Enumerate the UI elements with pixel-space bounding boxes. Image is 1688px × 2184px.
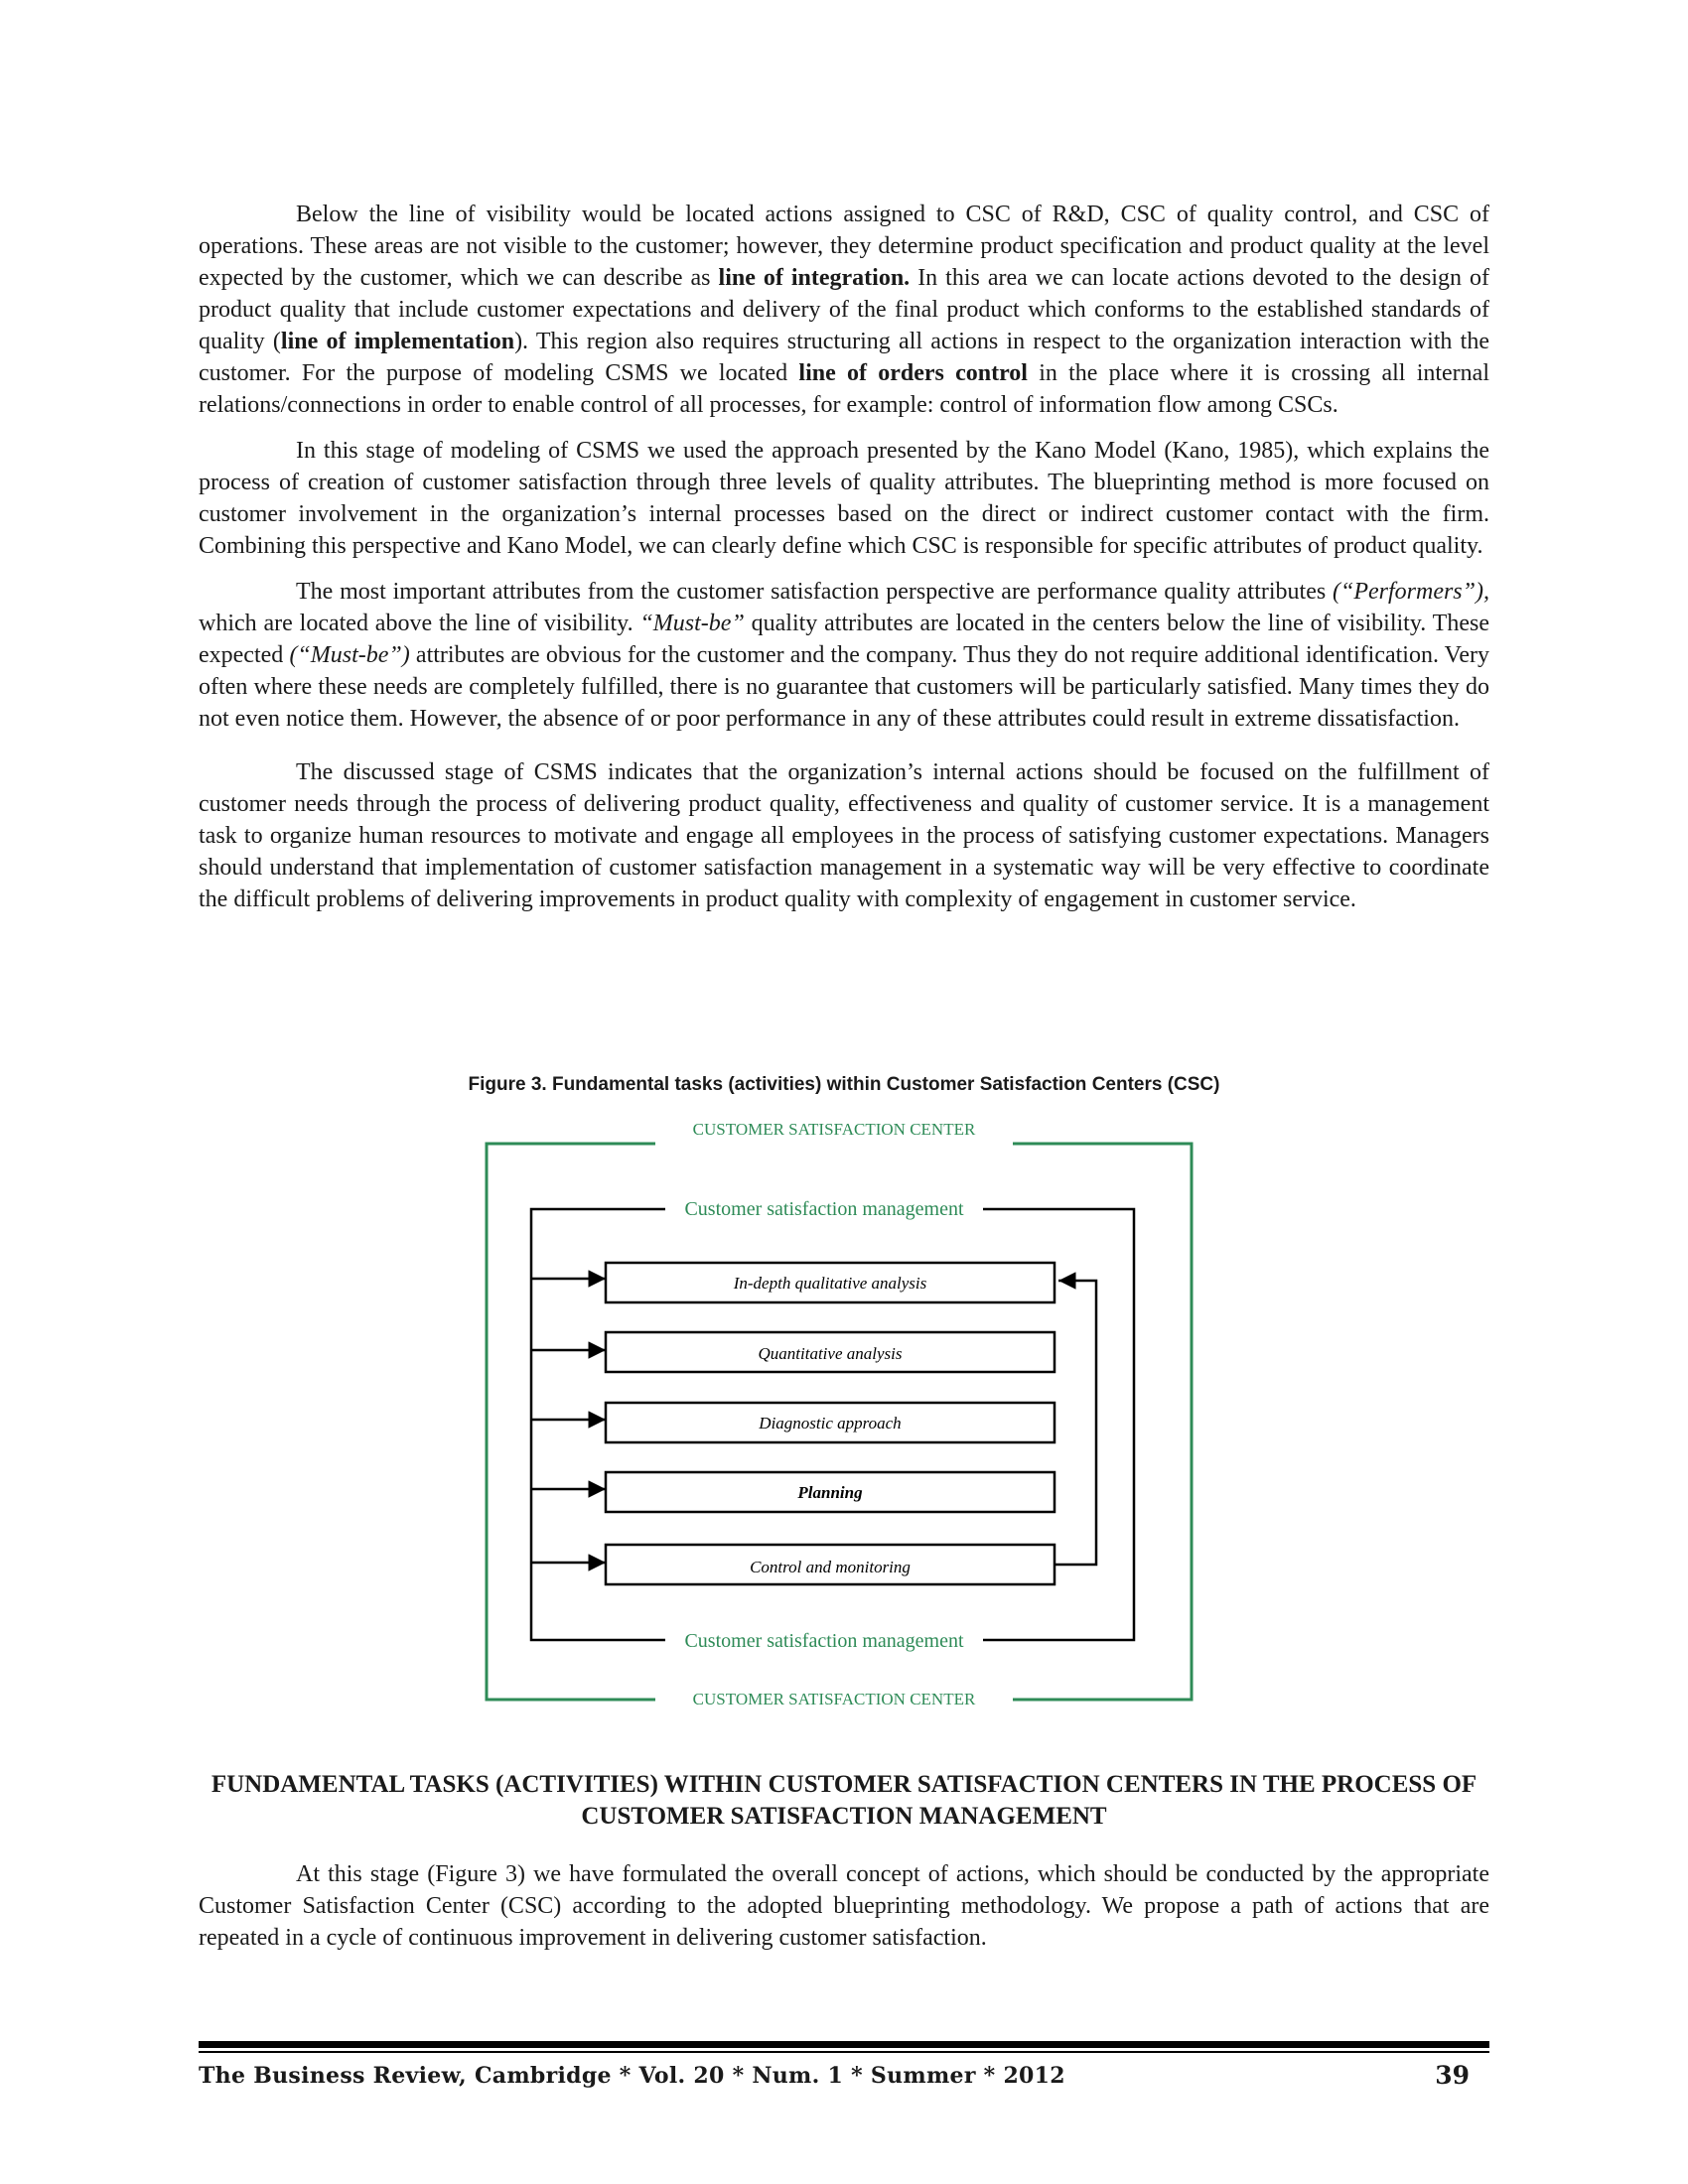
task-5 bbox=[531, 1545, 1055, 1584]
task-label-diagnostic-approach: Diagnostic approach bbox=[759, 1414, 902, 1433]
task-label-quantitative-analysis: Quantitative analysis bbox=[758, 1344, 903, 1363]
paragraph-1: Below the line of visibility would be located actions assigned to CSC of R&D, CSC of quality control, and CSC of operations. These areas are not visible to the customer; however, they determine product specification and product quality at the level expected by the customer, which we can describe as line of integration. In this area we can locate actions devoted to the design of product quality that include customer expectations and delivery of the final product which conforms to the established standards of quality (line of implementation). This region also requires structuring all actions in respect to the organization interaction with the customer. For the purpose of modeling CSMS we located line of orders control in the place where it is crossing all internal relations/connections in order to enable control of all processes, for example: control of information flow among CSCs. bbox=[199, 202, 1490, 418]
paragraph-3: The most important attributes from the customer satisfaction perspective are performance quality attributes (“Performers”), which are located above the line of visibility. “Must-be” quality attributes are located in the centers below the line of visibility. These expected (“Must-be”) attributes are obvious for the customer and the company. Thus they do not require additional identification. Very often where these needs are completely fulfilled, there is no guarantee that customers will be particularly satisfied. Many times they do not even notice them. However, the absence of or poor performance in any of these attributes could result in extreme dissatisfaction. bbox=[199, 579, 1489, 732]
task-label-in-depth-qualitative-analysis: In-depth qualitative analysis bbox=[733, 1274, 927, 1293]
outer-label-top: CUSTOMER SATISFACTION CENTER bbox=[692, 1120, 976, 1139]
task-label-planning: Planning bbox=[797, 1483, 863, 1502]
task-2 bbox=[531, 1332, 1055, 1372]
footer-journal-citation: The Business Review, Cambridge * Vol. 20 * Num. 1 * Summer * 2012 bbox=[199, 2063, 1065, 2089]
body-text-upper bbox=[199, 199, 1489, 929]
inner-label-bottom: Customer satisfaction management bbox=[684, 1630, 964, 1652]
task-label-control-and-monitoring: Control and monitoring bbox=[750, 1558, 911, 1576]
task-3 bbox=[531, 1403, 1055, 1442]
task-4 bbox=[531, 1472, 1055, 1512]
feedback-loop-arrow bbox=[1055, 1281, 1096, 1565]
section-body bbox=[199, 1858, 1489, 1968]
section-heading: FUNDAMENTAL TASKS (ACTIVITIES) WITHIN CUSTOMER SATISFACTION CENTERS IN THE PROCESS OF CUSTOMER SATISFACTION MANAGEMENT bbox=[211, 1771, 1477, 1830]
footer-rule bbox=[199, 2041, 1489, 2048]
paragraph-2: In this stage of modeling of CSMS we used the approach presented by the Kano Model (Kano, 1985), which explains the process of creation of customer satisfaction through three levels of quality attributes. The blueprinting method is more focused on customer involvement in the organization’s internal processes based on the direct or indirect customer contact with the firm. Combining this perspective and Kano Model, we can clearly define which CSC is responsible for specific attributes of product quality. bbox=[199, 438, 1489, 559]
page-number: 39 bbox=[1435, 2061, 1470, 2090]
outer-label-bottom: CUSTOMER SATISFACTION CENTER bbox=[692, 1690, 976, 1708]
section-paragraph: At this stage (Figure 3) we have formulated the overall concept of actions, which should be conducted by the appropriate Customer Satisfaction Center (CSC) according to the adopted blueprinting methodology. We propose a path of actions that are repeated in a cycle of continuous improvement in delivering customer satisfaction. bbox=[199, 1861, 1489, 1951]
inner-label-top: Customer satisfaction management bbox=[684, 1198, 964, 1220]
figure-3-diagram bbox=[477, 1112, 1211, 1727]
paragraph-4: The discussed stage of CSMS indicates that the organization’s internal actions should be focused on the fulfillment of customer needs through the process of delivering product quality, effectiveness and quality of customer service. It is a management task to organize human resources to motivate and engage all employees in the process of satisfying customer expectations. Managers should understand that implementation of customer satisfaction management in a systematic way will be very effective to coordinate the difficult problems of delivering improvements in product quality with complexity of engagement in customer service. bbox=[199, 759, 1489, 912]
figure-caption: Figure 3. Fundamental tasks (activities) within Customer Satisfaction Centers (CSC) bbox=[468, 1074, 1220, 1095]
task-1 bbox=[531, 1263, 1055, 1302]
footer-rule-thin bbox=[199, 2051, 1489, 2053]
